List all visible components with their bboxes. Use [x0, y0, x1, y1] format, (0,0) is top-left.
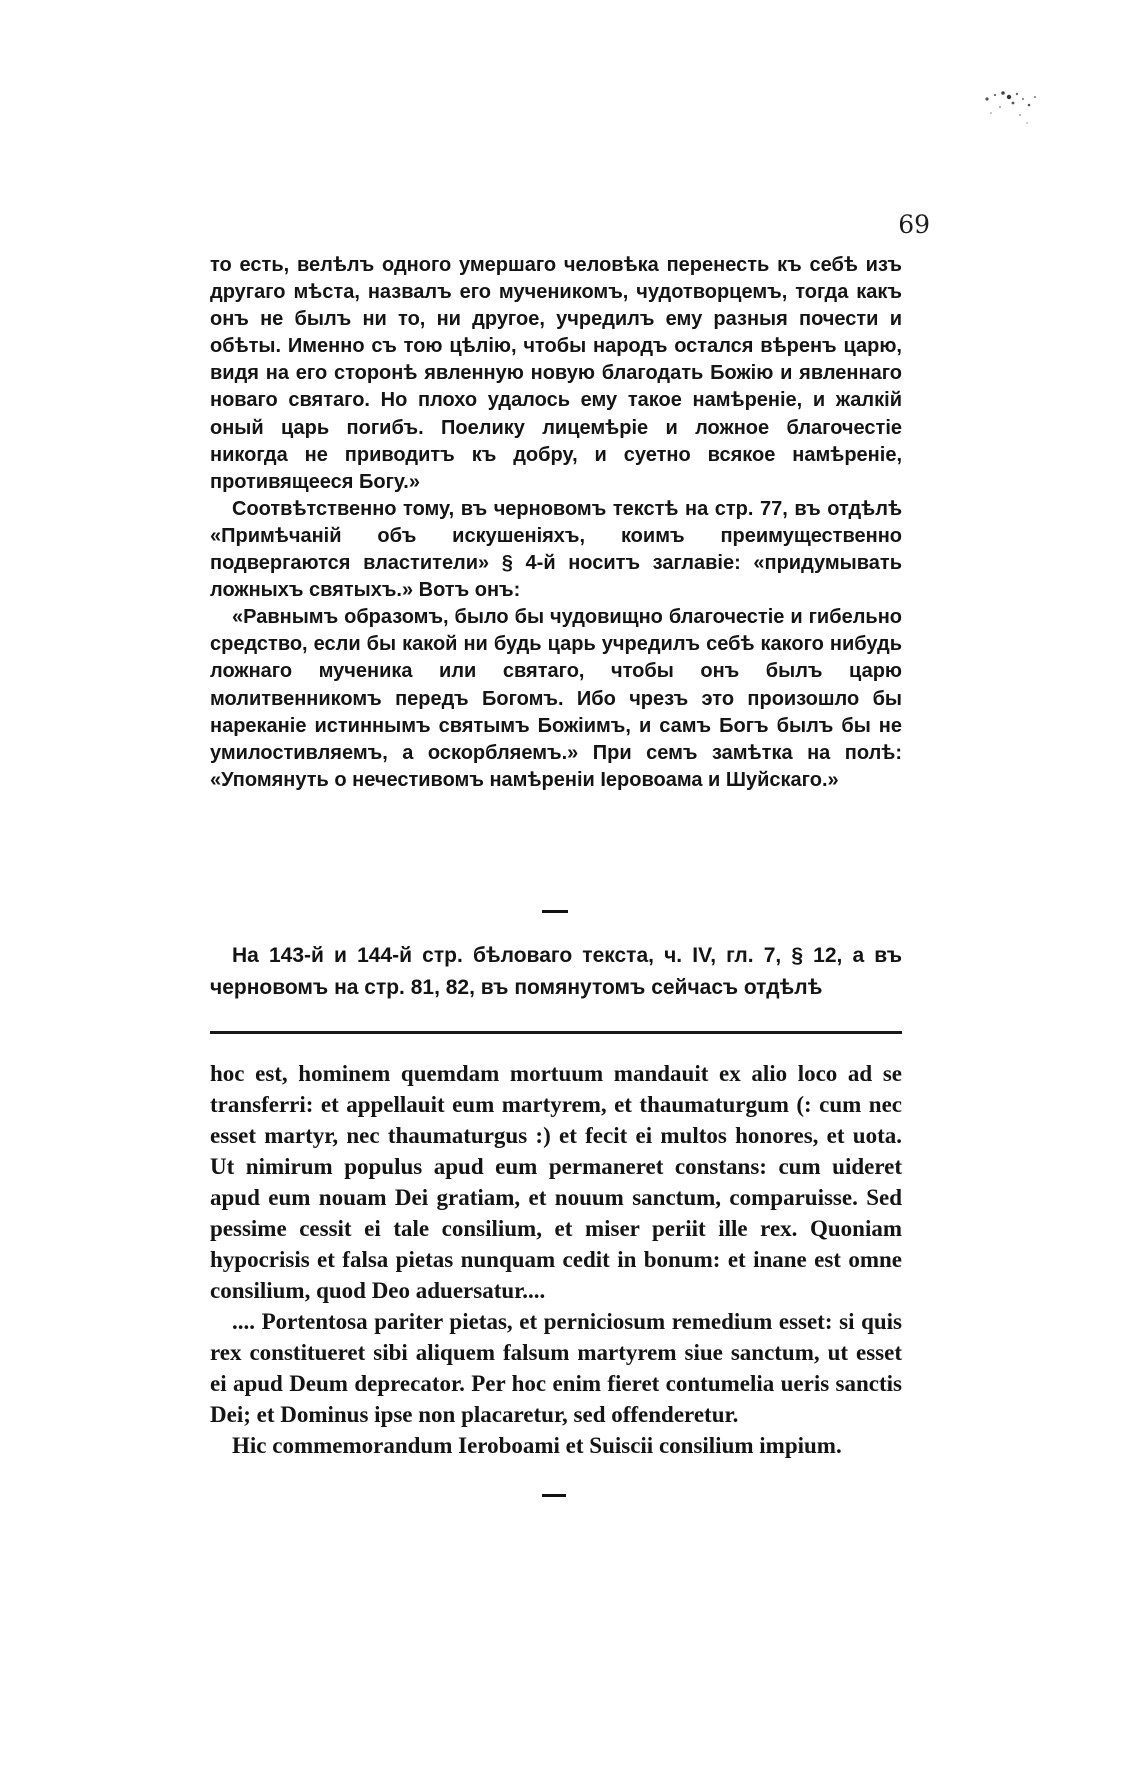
main-paragraph-1: то есть, велѣлъ одного умершаго человѣка перенесть къ себѣ изъ другаго мѣста, назвалъ его мученикомъ, чудотворцемъ, тогда какъ онъ не былъ ни то, ни другое, учредилъ ему разныя почести и обѣты. Именно съ тою цѣлію, чтобы народъ остался вѣренъ царю, видя на его сторонѣ явленную новую благодать Божію и явленнаго новаго святаго. Но плохо удалось ему такое намѣреніе, и жалкій оный царь погибъ. Поелику лицемѣріе и ложное благочестіе никогда не приводитъ къ добру, и суетно всякое намѣреніе, противящееся Богу.»: [210, 254, 902, 493]
main-paragraph-3: «Равнымъ образомъ, было бы чудовищно благочестіе и гибельно средство, если бы какой ни будь царь учредилъ себѣ какого нибудь ложнаго мученика или святаго, чтобы онъ былъ царю молитвенникомъ передъ Богомъ. Ибо чрезъ это произошло бы нареканіе истиннымъ святымъ Божіимъ, и самъ Богъ былъ бы не умилостивляемъ, а оскорбляемъ.» При семъ замѣтка на полѣ: «Упомянуть о нечестивомъ намѣреніи Іеровоама и Шуйскаго.»: [210, 606, 902, 791]
latin-paragraph-3: Hic commemorandum Ieroboami et Suiscii consilium impium.: [232, 1433, 842, 1458]
latin-paragraph-1: hoc est, hominem quemdam mortuum mandauit ex alio loco ad se transferri: et appellauit eum martyrem, et thaumaturgum (: cum nec esset martyr, nec thaumaturgus :) et fecit ei multos honores, et uota. Ut nimirum populus apud eum permaneret constans: cum uideret apud eum nouam Dei gratiam, et nouum sanctum, comparuisse. Sed pessime cessit ei tale consilium, et miser periit ille rex. Quoniam hypocrisis et falsa pietas nunquam cedit in bonum: et inane est omne consilium, quod Deo aduersatur....: [210, 1061, 902, 1303]
latin-text-block: [210, 1058, 902, 1461]
scan-speckles-icon: [965, 85, 1085, 145]
bottom-separator: [542, 1494, 566, 1497]
section-separator: [542, 910, 568, 913]
main-text-block: [210, 252, 902, 794]
section-paragraph: На 143-й и 144-й стр. бѣловаго текста, ч. IV, гл. 7, § 12, а въ черновомъ на стр. 81, 82, въ помянутомъ сейчасъ отдѣлѣ: [210, 944, 902, 999]
main-paragraph-2: Соотвѣтственно тому, въ черновомъ текстѣ на стр. 77, въ отдѣлѣ «Примѣчаній объ искушеніяхъ, коимъ преимущественно подвергаются властители» § 4-й носитъ заглавіе: «придумывать ложныхъ святыхъ.» Вотъ онъ:: [210, 497, 902, 602]
page-number: 69: [898, 210, 930, 239]
footnote-rule: [210, 1031, 902, 1034]
section-text-block: [210, 940, 902, 1004]
latin-paragraph-2: .... Portentosa pariter pietas, et perniciosum remedium esset: si quis rex constitueret sibi aliquem falsum martyrem siue sanctum, ut esset ei apud Deum deprecator. Per hoc enim fieret contumelia ueris sanctis Dei; et Dominus ipse non placaretur, sed offenderetur.: [210, 1309, 902, 1427]
